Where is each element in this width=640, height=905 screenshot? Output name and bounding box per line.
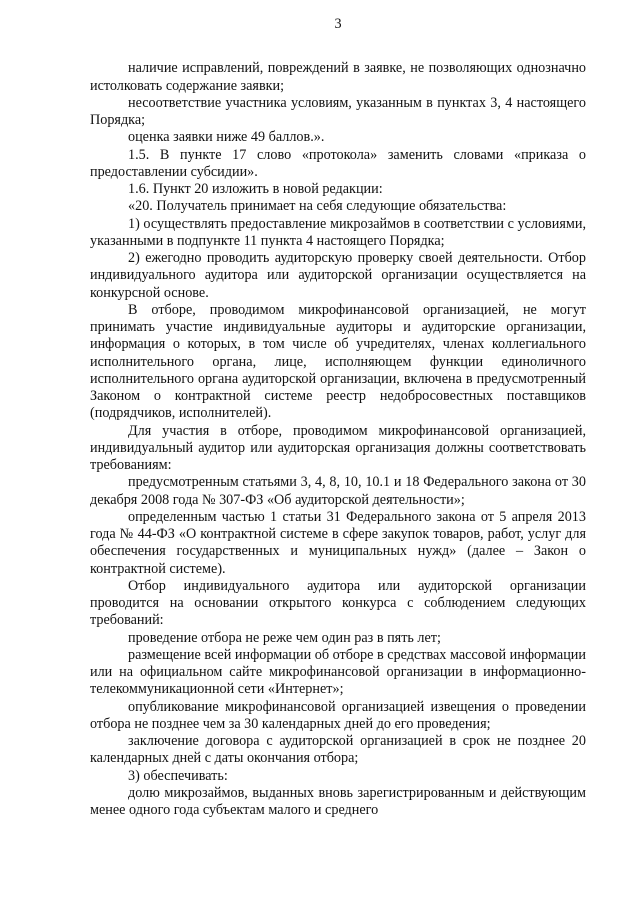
paragraph: 1) осуществлять предоставление микрозаймов в соответствии с условиями, указанными в подпункте 11 пункта 4 настоящего Порядка; — [90, 215, 586, 249]
document-body — [90, 60, 586, 819]
paragraph: «20. Получатель принимает на себя следующие обязательства: — [128, 198, 507, 215]
paragraph: 2) ежегодно проводить аудиторскую проверку своей деятельности. Отбор индивидуального аудитора или аудиторской организации осуществляется на конкурсной основе. — [90, 250, 586, 301]
paragraph: опубликование микрофинансовой организацией извещения о проведении отбора не позднее чем за 30 календарных дней до его проведения; — [90, 698, 586, 732]
paragraph: оценка заявки ниже 49 баллов.». — [128, 129, 325, 146]
paragraph: долю микрозаймов, выданных вновь зарегистрированным и действующим менее одного года субъектам малого и среднего — [90, 784, 586, 818]
paragraph: проведение отбора не реже чем один раз в пять лет; — [128, 629, 441, 646]
paragraph: заключение договора с аудиторской организацией в срок не позднее 20 календарных дней с даты окончания отбора; — [90, 733, 586, 767]
paragraph: 3) обеспечивать: — [128, 767, 228, 784]
paragraph: 1.6. Пункт 20 изложить в новой редакции: — [128, 181, 383, 197]
paragraph: Для участия в отборе, проводимом микрофинансовой организацией, индивидуальный аудитор или аудиторская организация должны соответствовать требованиям: — [90, 422, 586, 473]
paragraph: 1.5. В пункте 17 слово «протокола» заменить словами «приказа о предоставлении субсидии». — [90, 146, 586, 180]
paragraph: определенным частью 1 статьи 31 Федерального закона от 5 апреля 2013 года № 44-ФЗ «О контрактной системе в сфере закупок товаров, работ, услуг для обеспечения государственных и муниципальных нужд» (далее – Закон о контрактной системе). — [90, 508, 586, 577]
page-number: 3 — [334, 16, 342, 32]
paragraph: В отборе, проводимом микрофинансовой организацией, не могут принимать участие индивидуальные аудиторы и аудиторские организации, информация о которых, в том числе об учредителях, членах коллегиального исполнительного органа, лице, исполняющем функции единоличного исполнительного органа аудиторской организации, включена в предусмотренный Законом о контрактной системе реестр недобросовестных поставщиков (подрядчиков, исполнителей). — [90, 301, 586, 422]
paragraph: размещение всей информации об отборе в средствах массовой информации или на официальном сайте микрофинансовой организации в информационно-телекоммуникационной сети «Интернет»; — [90, 646, 586, 698]
paragraph: наличие исправлений, повреждений в заявке, не позволяющих однозначно истолковать содержание заявки; — [90, 60, 586, 94]
paragraph: Отбор индивидуального аудитора или аудиторской организации проводится на основании открытого конкурса с соблюдением следующих требований: — [90, 577, 586, 629]
paragraph: несоответствие участника условиям, указанным в пунктах 3, 4 настоящего Порядка; — [90, 94, 586, 128]
paragraph: предусмотренным статьями 3, 4, 8, 10, 10.1 и 18 Федерального закона от 30 декабря 2008 года № 307-ФЗ «Об аудиторской деятельности»; — [90, 474, 586, 508]
